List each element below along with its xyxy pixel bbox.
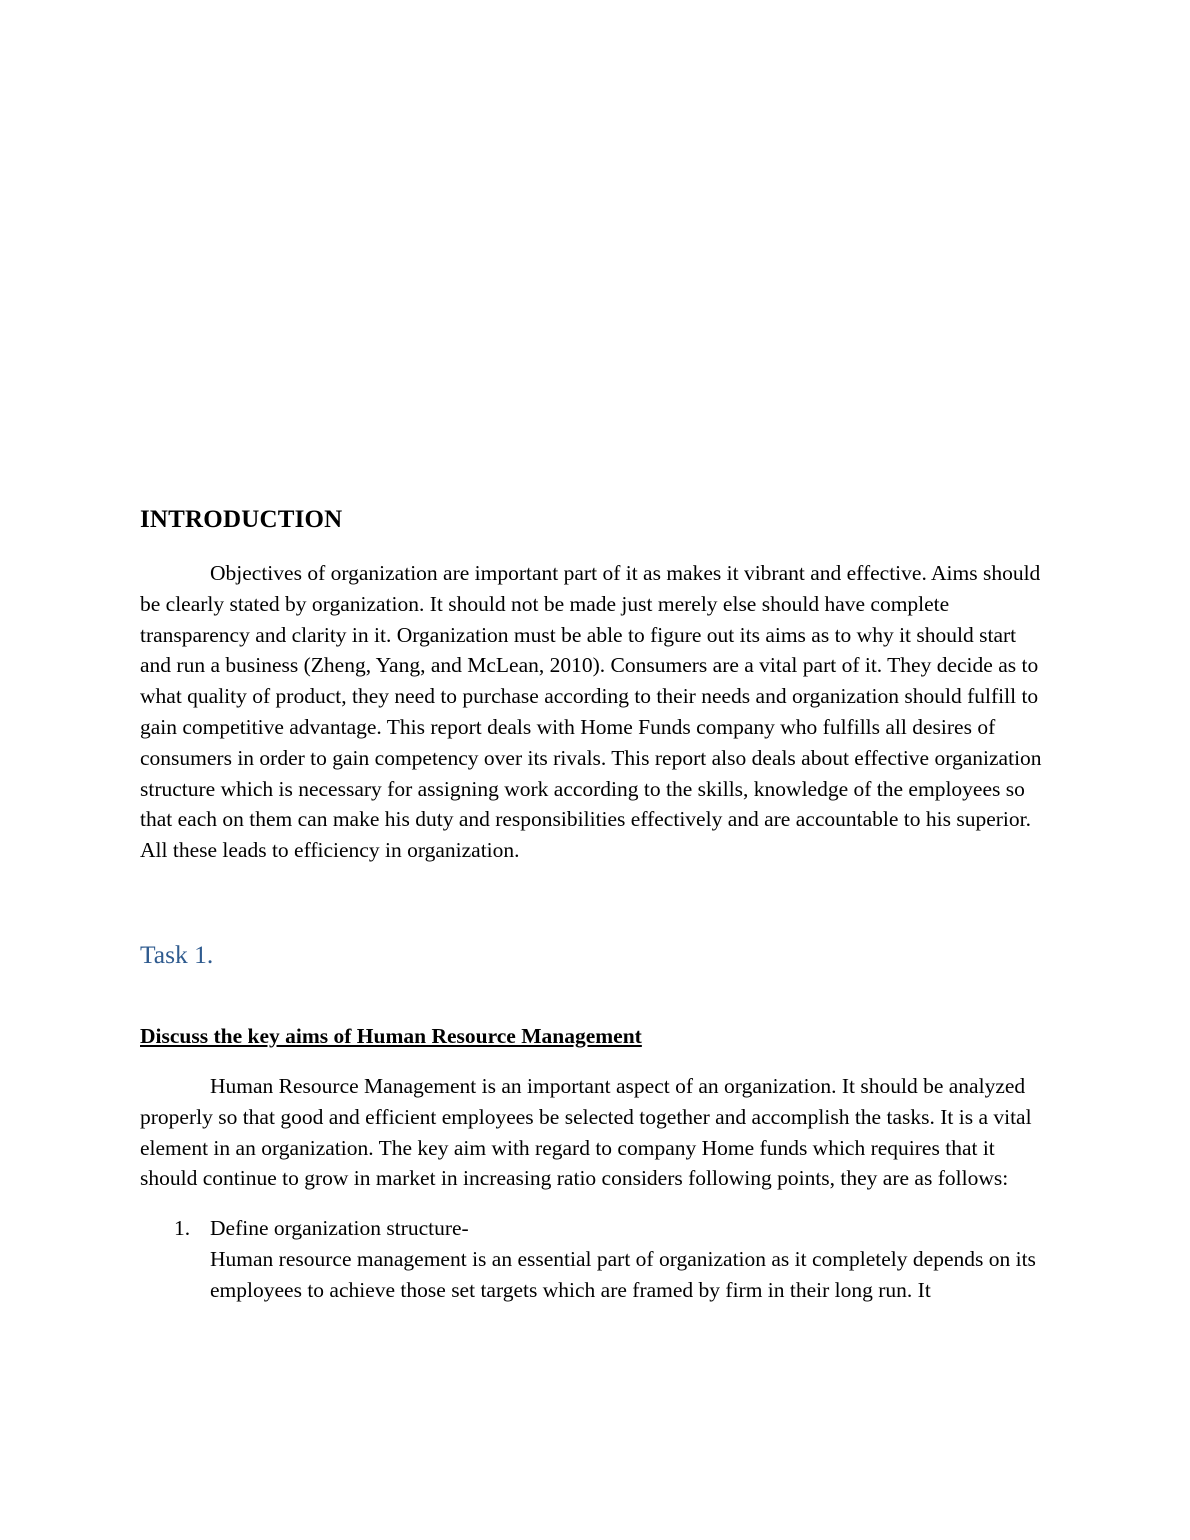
document-body [140, 503, 1052, 1306]
introduction-heading: INTRODUCTION [140, 506, 343, 533]
introduction-paragraph: Objectives of organization are important part of it as makes it vibrant and effective. Aims should be clearly stated by organization. It should not be made just merely else should have complete transparency and clarity in it. Organization must be able to figure out its aims as to why it should start and run a business (Zheng, Yang, and McLean, 2010). Consumers are a vital part of it. They decide as to what quality of product, they need to purchase according to their needs and organization should fulfill to gain competitive advantage. This report deals with Home Funds company who fulfills all desires of consumers in order to gain competency over its rivals. This report also deals about effective organization structure which is necessary for assigning work according to the skills, knowledge of the employees so that each on them can make his duty and responsibilities effectively and are accountable to his superior. All these leads to efficiency in organization. [140, 561, 1042, 863]
list-item-body: Human resource management is an essential part of organization as it completely depends on its employees to achieve those set targets which are framed by firm in their long run. It [210, 1246, 1036, 1302]
aims-list [140, 1213, 1052, 1305]
list-item-number: 1. [174, 1216, 191, 1241]
list-item [140, 1213, 1052, 1305]
list-item-title: Define organization structure- [210, 1216, 469, 1241]
hrm-aims-subheading: Discuss the key aims of Human Resource Management [140, 1023, 642, 1048]
task-1-heading: Task 1. [140, 939, 214, 969]
hrm-aims-paragraph: Human Resource Management is an important aspect of an organization. It should be analyzed properly so that good and efficient employees be selected together and accomplish the tasks. It is a vital element in an organization. The key aim with regard to company Home funds which requires that it should continue to grow in market in increasing ratio considers following points, they are as follows: [140, 1073, 1032, 1191]
